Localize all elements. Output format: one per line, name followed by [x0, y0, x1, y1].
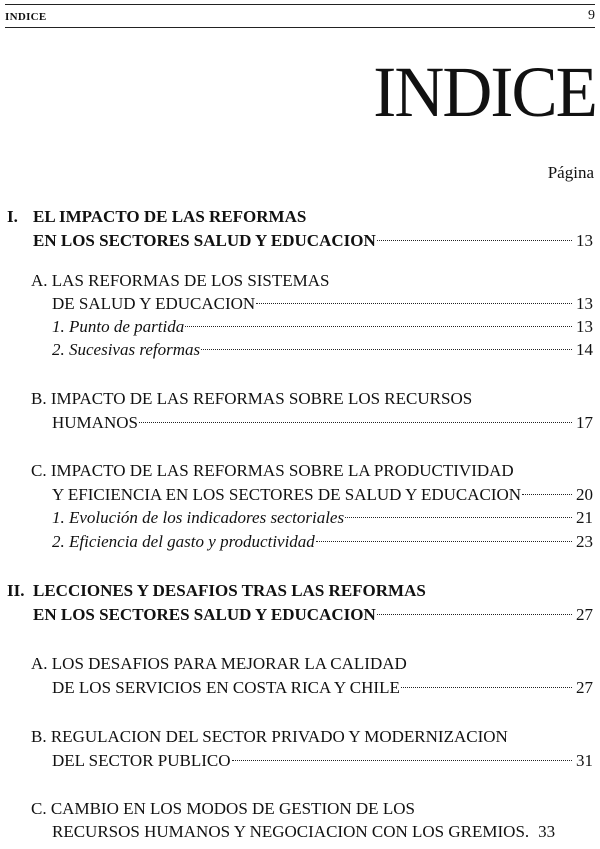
dot-leader	[522, 494, 572, 495]
page-ref: 13	[576, 317, 593, 336]
dot-leader	[185, 326, 572, 327]
subsection-letter: B.	[31, 727, 47, 746]
section-title-line: LECCIONES Y DESAFIOS TRAS LAS REFORMAS	[33, 581, 426, 600]
running-header-title: INDICE	[5, 11, 47, 23]
subsection-heading-line	[31, 459, 514, 483]
subsection-letter: C.	[31, 799, 47, 818]
dot-leader	[232, 760, 572, 761]
dot-leader	[401, 687, 572, 688]
subsection-title-line: DE LOS SERVICIOS EN COSTA RICA Y CHILE	[52, 678, 400, 697]
page-ref: 17	[576, 413, 593, 432]
subsection-title-line: LAS REFORMAS DE LOS SISTEMAS	[51, 271, 330, 290]
subsection-title-line: CAMBIO EN LOS MODOS DE GESTION DE LOS	[50, 799, 415, 818]
toc-entry-2a[interactable]	[52, 676, 593, 700]
item-title: 2. Eficiencia del gasto y productividad	[52, 532, 315, 551]
section-title-line: EL IMPACTO DE LAS REFORMAS	[33, 207, 307, 226]
subsection-letter: A.	[31, 271, 48, 290]
subsection-title-line: IMPACTO DE LAS REFORMAS SOBRE LOS RECURSOS	[50, 389, 473, 408]
subsection-title-line: LOS DESAFIOS PARA MEJORAR LA CALIDAD	[51, 654, 407, 673]
subsection-title-line: Y EFICIENCIA EN LOS SECTORES DE SALUD Y EDUCACION	[52, 485, 522, 504]
subsection-letter: A.	[31, 654, 48, 673]
toc-entry-1a2[interactable]	[52, 338, 593, 362]
subsection-letter: B.	[31, 389, 47, 408]
subsection-heading-line	[31, 797, 415, 821]
subsection-title-line: HUMANOS	[52, 413, 138, 432]
dot-leader	[256, 303, 572, 304]
toc-entry-1b[interactable]	[52, 411, 593, 435]
page-ref: 31	[576, 751, 593, 770]
page-title: INDICE	[373, 52, 596, 132]
page-number: 9	[588, 8, 595, 23]
dot-leader	[377, 614, 572, 615]
page-ref: 13	[576, 294, 593, 313]
dot-leader	[316, 541, 572, 542]
subsection-heading-line	[31, 725, 508, 749]
page-ref: 27	[576, 678, 593, 697]
page-column-label: Página	[547, 163, 594, 182]
toc-entry-1a1[interactable]	[52, 315, 593, 339]
item-title: 1. Evolución de los indicadores sectoriales	[52, 508, 345, 527]
subsection-letter: C.	[31, 461, 47, 480]
section-title-line: EN LOS SECTORES SALUD Y EDUCACION	[33, 231, 376, 250]
page-ref: 13	[576, 231, 593, 250]
page-ref: 20	[576, 485, 593, 504]
page-ref: 14	[576, 340, 593, 359]
page-ref: 23	[576, 532, 593, 551]
subsection-heading-line	[31, 269, 330, 293]
page-ref: 21	[576, 508, 593, 527]
subsection-title-line: REGULACION DEL SECTOR PRIVADO Y MODERNIZACION	[50, 727, 508, 746]
toc-entry-2b[interactable]	[52, 749, 593, 773]
toc-entry-section-2[interactable]	[33, 603, 593, 627]
toc-entry-section-1[interactable]	[33, 229, 593, 253]
toc-entry-1c2[interactable]	[52, 530, 593, 554]
section-numeral: I.	[7, 207, 18, 226]
section-numeral: II.	[7, 581, 25, 600]
dot-leader	[345, 517, 572, 518]
subsection-title-line: DEL SECTOR PUBLICO	[52, 751, 231, 770]
toc-entry-2c[interactable]	[52, 820, 593, 844]
running-header	[5, 4, 595, 28]
item-title: 1. Punto de partida	[52, 317, 185, 336]
dot-leader	[201, 349, 572, 350]
subsection-title-line: DE SALUD Y EDUCACION	[52, 294, 256, 313]
toc-entry-1c1[interactable]	[52, 506, 593, 530]
dot-leader	[377, 240, 572, 241]
subsection-heading-line	[31, 387, 472, 411]
dot-leader	[139, 422, 572, 423]
toc-entry-1a[interactable]	[52, 292, 593, 316]
page-ref: 27	[576, 605, 593, 624]
page-ref: 33	[538, 822, 556, 841]
subsection-heading-line	[31, 652, 407, 676]
item-title: 2. Sucesivas reformas	[52, 340, 201, 359]
toc-entry-1c[interactable]	[52, 483, 593, 507]
subsection-title-line: RECURSOS HUMANOS Y NEGOCIACION CON LOS GREMIOS.	[52, 822, 530, 841]
subsection-title-line: IMPACTO DE LAS REFORMAS SOBRE LA PRODUCTIVIDAD	[50, 461, 514, 480]
section-title-line: EN LOS SECTORES SALUD Y EDUCACION	[33, 605, 376, 624]
